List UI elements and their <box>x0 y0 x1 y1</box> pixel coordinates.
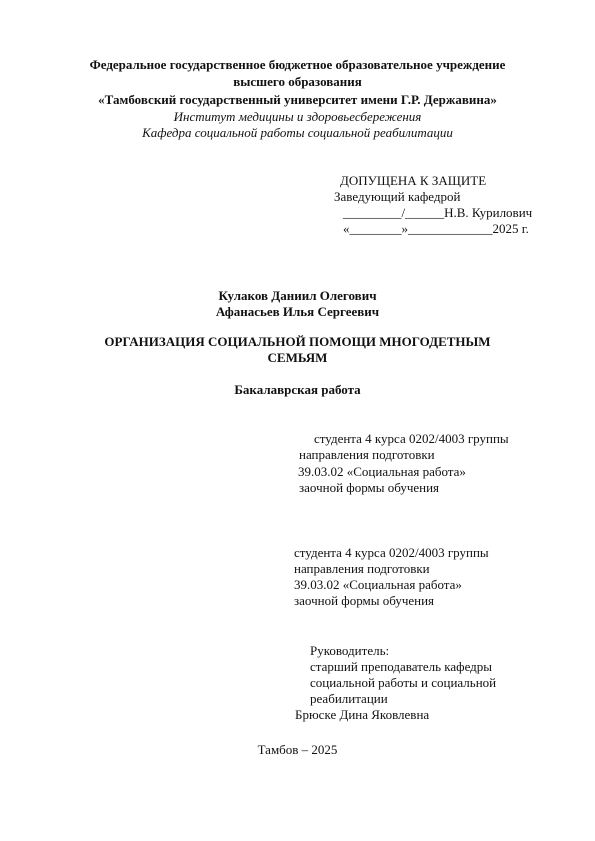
university-name: «Тамбовский государственный университет имени Г.Р. Державина» <box>98 92 497 107</box>
work-title-line-2: СЕМЬЯМ <box>267 350 328 365</box>
department-name: Кафедра социальной работы социальной реабилитации <box>142 125 453 140</box>
header-line-1: Федеральное государственное бюджетное образовательное учреждение <box>89 57 506 72</box>
supervisor-name: Брюске Дина Яковлевна <box>295 707 430 722</box>
approval-role: Заведующий кафедрой <box>334 189 461 204</box>
approval-title: ДОПУЩЕНА К ЗАЩИТЕ <box>340 173 487 188</box>
header-line-2: высшего образования <box>233 74 362 89</box>
student-2-line-3: 39.03.02 «Социальная работа» <box>294 577 462 592</box>
supervisor-position-line-1: старший преподаватель кафедры <box>310 659 493 674</box>
author-name-1: Кулаков Даниил Олегович <box>218 288 377 303</box>
work-title-line-1: ОРГАНИЗАЦИЯ СОЦИАЛЬНОЙ ПОМОЩИ МНОГОДЕТНЫМ <box>104 334 491 349</box>
work-type: Бакалаврская работа <box>234 382 361 397</box>
student-1-line-4: заочной формы обучения <box>299 480 440 495</box>
student-2-line-2: направления подготовки <box>294 561 430 576</box>
supervisor-position-line-2: социальной работы и социальной <box>310 675 497 690</box>
author-name-2: Афанасьев Илья Сергеевич <box>215 304 380 319</box>
approval-date-line: «________»_____________2025 г. <box>343 221 529 236</box>
city-year: Тамбов – 2025 <box>257 742 338 757</box>
student-1-line-1: студента 4 курса 0202/4003 группы <box>314 431 509 446</box>
supervisor-position-line-3: реабилитации <box>310 691 388 706</box>
student-1-line-2: направления подготовки <box>299 447 435 462</box>
approval-signature-line: _________/______Н.В. Курилович <box>343 205 533 220</box>
student-1-line-3: 39.03.02 «Социальная работа» <box>298 464 466 479</box>
student-2-line-4: заочной формы обучения <box>294 593 435 608</box>
institute-name: Институт медицины и здоровьесбережения <box>173 109 422 124</box>
supervisor-label: Руководитель: <box>310 643 390 658</box>
student-2-line-1: студента 4 курса 0202/4003 группы <box>294 545 489 560</box>
